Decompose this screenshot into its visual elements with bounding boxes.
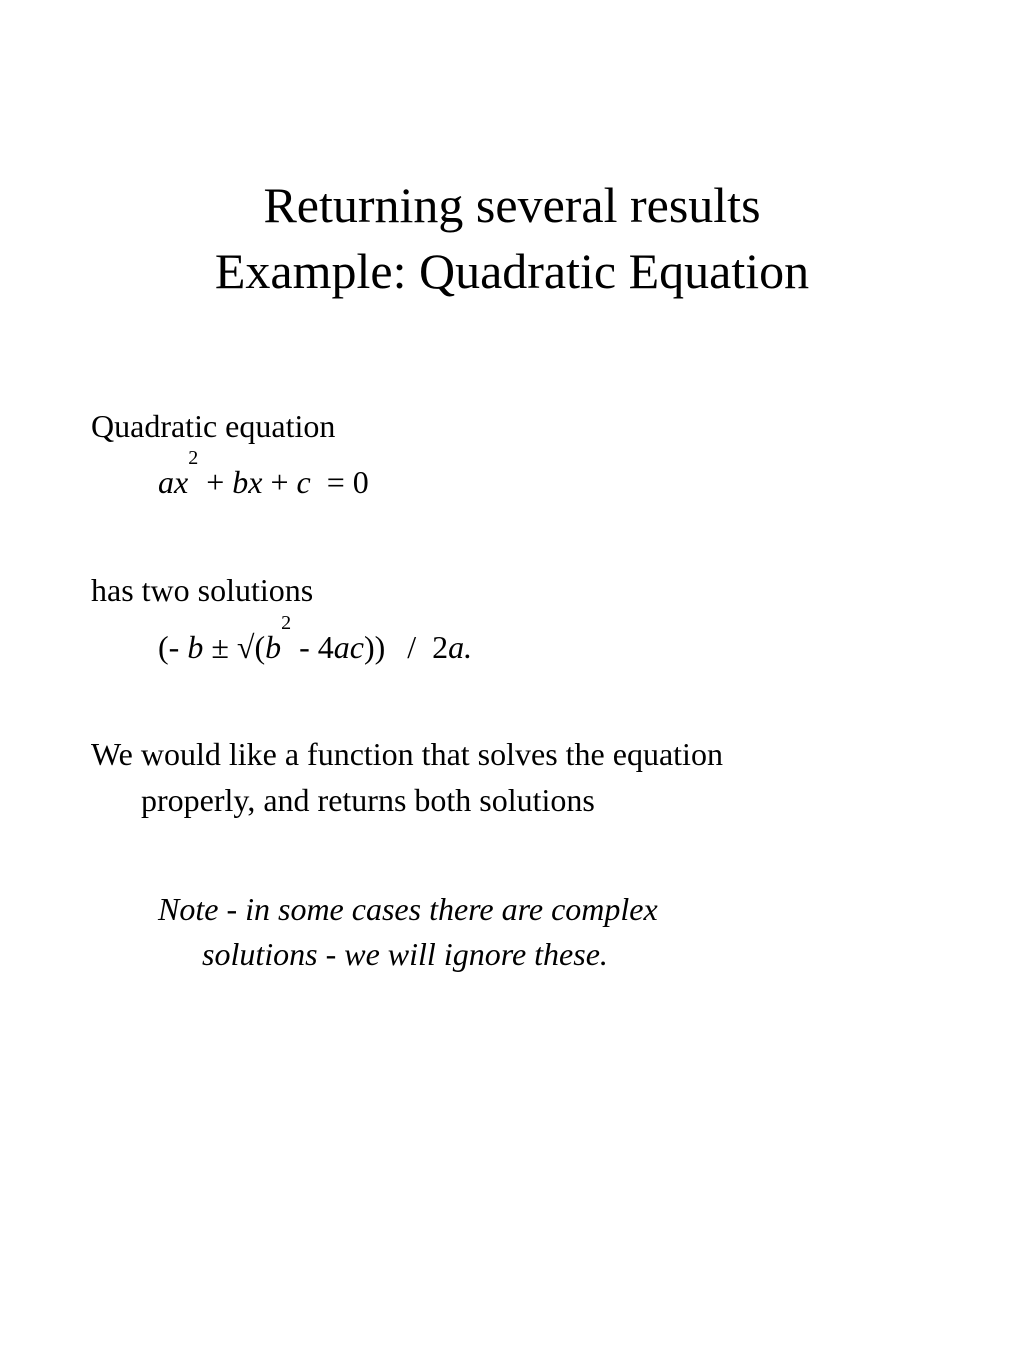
eq-exponent: 2 xyxy=(188,447,199,469)
eq-c: c xyxy=(296,464,311,500)
slide-title xyxy=(0,172,1024,304)
eq-plus-1: + xyxy=(206,464,225,500)
formula-sqrt: √ xyxy=(236,629,255,665)
eq-a: a xyxy=(158,464,174,500)
paragraph-line-1: We would like a function that solves the equation xyxy=(91,736,723,772)
intro-text: Quadratic equation xyxy=(91,408,336,444)
title-line-2: Example: Quadratic Equation xyxy=(214,243,810,299)
quadratic-equation xyxy=(158,447,369,502)
formula-paren-open: ( xyxy=(254,629,266,665)
formula-ac: ac xyxy=(333,629,364,665)
solutions-label: has two solutions xyxy=(91,572,314,608)
note-line-2: solutions - we will ignore these. xyxy=(202,936,608,972)
eq-x2: x xyxy=(248,464,263,500)
formula-exponent: 2 xyxy=(281,612,292,634)
eq-x1: x xyxy=(174,464,189,500)
eq-plus-2: + xyxy=(270,464,289,500)
solution-formula xyxy=(158,612,473,667)
formula-b: b xyxy=(187,629,204,665)
eq-equals: = xyxy=(326,464,345,500)
title-line-1: Returning several results xyxy=(263,177,761,233)
eq-zero: 0 xyxy=(352,464,369,500)
formula-plus-minus: ± xyxy=(211,629,229,665)
formula-two: 2 xyxy=(432,629,449,665)
formula-minus: - xyxy=(299,629,310,665)
formula-close: )) xyxy=(363,629,386,665)
formula-open: (- xyxy=(158,629,180,665)
eq-b: b xyxy=(232,464,249,500)
formula-a: a. xyxy=(448,629,473,665)
formula-b2: b xyxy=(265,629,282,665)
paragraph-line-2: properly, and returns both solutions xyxy=(141,782,595,818)
formula-four: 4 xyxy=(317,629,334,665)
note-line-1: Note - in some cases there are complex xyxy=(158,891,658,927)
formula-slash: / xyxy=(407,629,417,665)
